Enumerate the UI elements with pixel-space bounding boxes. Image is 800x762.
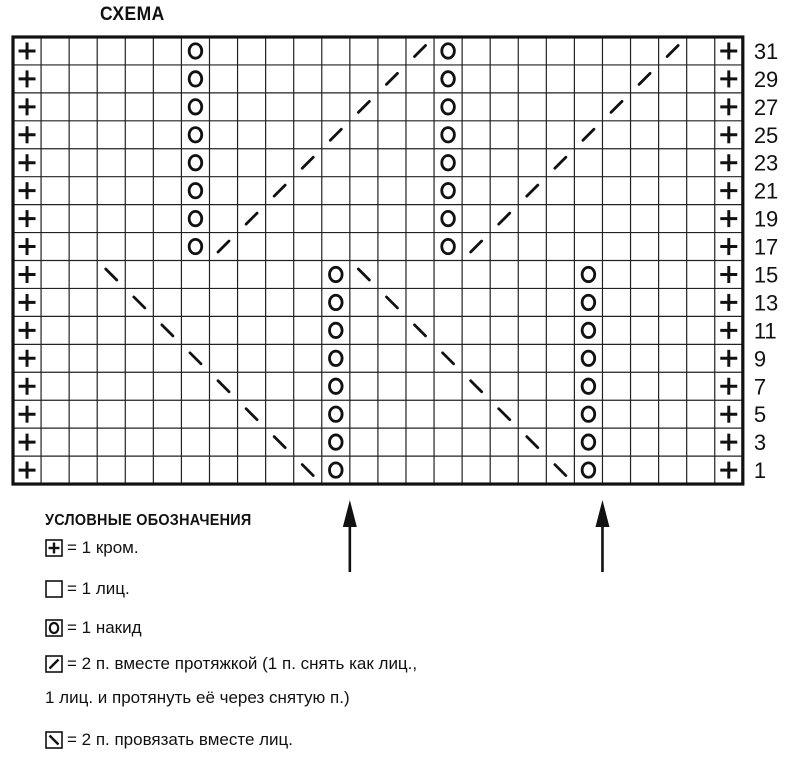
edge-stitch-symbol (720, 406, 737, 423)
legend-item-knit (45, 578, 130, 600)
edge-stitch-symbol (19, 182, 36, 199)
edge-stitch-symbol (19, 238, 36, 255)
row-numbers (754, 39, 778, 483)
yarn-over-symbol (330, 351, 343, 365)
k2tog-symbol (386, 297, 397, 308)
yarn-over-symbol (442, 183, 455, 197)
edge-stitch-symbol (19, 462, 36, 479)
yarn-over-symbol (582, 407, 595, 421)
yarn-over-symbol (330, 463, 343, 477)
k2tog-symbol (527, 437, 538, 448)
edge-stitch-symbol (19, 266, 36, 283)
edge-stitch-symbol (720, 182, 737, 199)
ssk-symbol (246, 213, 257, 224)
pattern-arrows (343, 500, 610, 572)
ssk-symbol (499, 213, 510, 224)
row-number: 27 (753, 94, 779, 120)
edge-stitch-symbol (720, 42, 737, 59)
k2tog-symbol (443, 353, 454, 364)
edge-stitch-symbol (720, 434, 737, 451)
row-number: 23 (753, 150, 779, 176)
k2tog-symbol (555, 465, 566, 476)
ssk-symbol (611, 101, 622, 112)
ssk-symbol (527, 185, 538, 196)
k2tog-symbol (415, 325, 426, 336)
legend-text-knit: = 1 лиц. (67, 579, 130, 598)
edge-stitch-symbol (720, 210, 737, 227)
row-number: 25 (753, 122, 779, 148)
yarn-over-symbol (582, 267, 595, 281)
edge-stitch-symbol (720, 98, 737, 115)
yarn-over-symbol (442, 156, 455, 170)
ssk-symbol (330, 129, 341, 140)
ssk-symbol (218, 241, 229, 252)
ssk-symbol (358, 101, 369, 112)
row-number: 11 (753, 318, 777, 344)
yarn-over-symbol (330, 407, 343, 421)
edge-stitch-symbol (19, 378, 36, 395)
edge-stitch-symbol (19, 98, 36, 115)
yarn-over-symbol (189, 100, 202, 114)
pattern-repeat-arrow (595, 500, 609, 572)
edge-stitch-symbol (720, 126, 737, 143)
ssk-symbol (274, 185, 285, 196)
row-number: 13 (753, 290, 779, 316)
row-number: 1 (753, 458, 767, 484)
row-number: 5 (753, 402, 767, 428)
k2tog-symbol (471, 381, 482, 392)
row-number: 29 (753, 66, 779, 92)
yarn-over-symbol (189, 44, 202, 58)
yarn-over-symbol (442, 100, 455, 114)
k2tog-symbol (302, 465, 313, 476)
k2tog-symbol (162, 325, 173, 336)
legend-item-edge (45, 537, 139, 559)
ssk-symbol (302, 157, 313, 168)
yarn-over-symbol (330, 379, 343, 393)
legend-item-k2tog (45, 729, 293, 751)
ssk-symbol (667, 45, 678, 56)
k2tog-symbol (190, 353, 201, 364)
yarn-over-symbol (330, 295, 343, 309)
k2tog-decrease-icon (45, 731, 63, 749)
ssk-symbol (386, 73, 397, 84)
row-number: 3 (753, 430, 767, 456)
edge-stitch-symbol (720, 350, 737, 367)
edge-stitch-symbol (19, 42, 36, 59)
legend-title: УСЛОВНЫЕ ОБОЗНАЧЕНИЯ (45, 512, 252, 529)
k2tog-symbol (134, 297, 145, 308)
legend-item-yo (45, 617, 142, 639)
legend-text-yo: = 1 накид (67, 618, 142, 637)
yarn-over-symbol (582, 435, 595, 449)
k2tog-symbol (358, 269, 369, 280)
edge-stitch-symbol (720, 70, 737, 87)
edge-stitch-symbol (19, 210, 36, 227)
edge-stitch-symbol (720, 378, 737, 395)
chart-title: СХЕМА (100, 4, 165, 25)
edge-stitch-symbol (19, 406, 36, 423)
k2tog-symbol (274, 437, 285, 448)
ssk-symbol (415, 45, 426, 56)
ssk-symbol (583, 129, 594, 140)
yarn-over-symbol (442, 239, 455, 253)
edge-stitch-symbol (19, 322, 36, 339)
chart-grid (13, 37, 743, 484)
edge-stitch-symbol (720, 462, 737, 479)
edge-stitch-symbol (19, 70, 36, 87)
k2tog-symbol (499, 409, 510, 420)
yarn-over-symbol (189, 239, 202, 253)
row-number: 9 (753, 346, 767, 372)
row-number: 17 (753, 234, 779, 260)
edge-stitch-symbol (720, 266, 737, 283)
yarn-over-symbol (330, 267, 343, 281)
knit-stitch-icon (45, 580, 63, 598)
yarn-over-symbol (442, 72, 455, 86)
legend-text-ssk: = 2 п. вместе протяжкой (1 п. снять как лиц., (67, 654, 418, 673)
yarn-over-symbol (442, 44, 455, 58)
legend-text-edge: = 1 кром. (67, 538, 139, 557)
yarn-over-icon (45, 619, 63, 637)
yarn-over-symbol (582, 379, 595, 393)
ssk-decrease-icon (45, 655, 63, 673)
edge-stitch-symbol (19, 434, 36, 451)
edge-stitch-symbol (19, 154, 36, 171)
yarn-over-symbol (582, 351, 595, 365)
pattern-repeat-arrow (343, 500, 357, 572)
yarn-over-symbol (330, 435, 343, 449)
yarn-over-symbol (189, 156, 202, 170)
yarn-over-symbol (442, 128, 455, 142)
yarn-over-symbol (582, 295, 595, 309)
yarn-over-symbol (330, 323, 343, 337)
ssk-symbol (555, 157, 566, 168)
legend-text-k2tog: = 2 п. провязать вместе лиц. (67, 730, 294, 749)
yarn-over-symbol (442, 211, 455, 225)
edge-stitch-symbol (720, 294, 737, 311)
edge-stitch-symbol (720, 154, 737, 171)
edge-stitch-symbol (19, 126, 36, 143)
yarn-over-symbol (189, 183, 202, 197)
row-number: 21 (753, 178, 779, 204)
k2tog-symbol (106, 269, 117, 280)
row-number: 7 (753, 374, 767, 400)
edge-stitch-symbol (19, 294, 36, 311)
ssk-symbol (471, 241, 482, 252)
edge-stitch-symbol (720, 238, 737, 255)
k2tog-symbol (218, 381, 229, 392)
row-number: 31 (753, 38, 779, 64)
edge-stitch-symbol (19, 350, 36, 367)
row-number: 19 (753, 206, 779, 232)
row-number: 15 (753, 262, 779, 288)
k2tog-symbol (246, 409, 257, 420)
yarn-over-symbol (189, 72, 202, 86)
yarn-over-symbol (582, 463, 595, 477)
yarn-over-symbol (582, 323, 595, 337)
legend-item-ssk (45, 653, 417, 675)
yarn-over-symbol (189, 211, 202, 225)
legend-text-ssk-continued: 1 лиц. и протянуть её через снятую п.) (45, 688, 350, 707)
ssk-symbol (639, 73, 650, 84)
edge-stitch-icon (45, 539, 63, 557)
yarn-over-symbol (189, 128, 202, 142)
edge-stitch-symbol (720, 322, 737, 339)
